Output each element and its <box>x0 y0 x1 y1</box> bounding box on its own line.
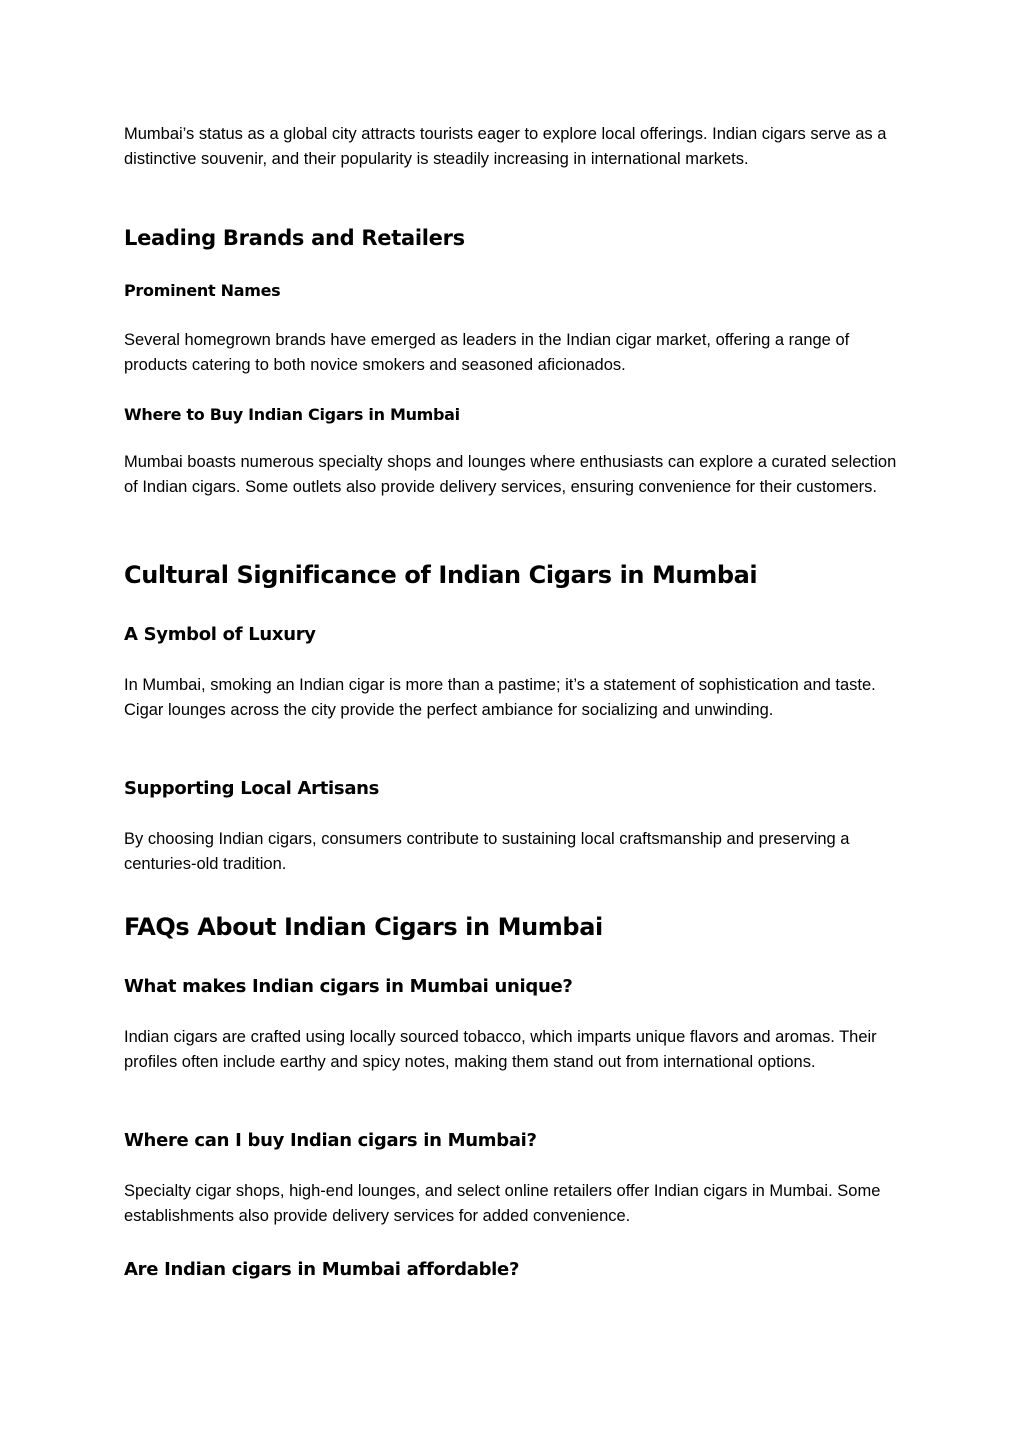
supporting-artisans-paragraph: By choosing Indian cigars, consumers contribute to sustaining local craftsmanship and preserving a centuries-old tradition. <box>124 830 850 873</box>
faq-question-affordable: Are Indian cigars in Mumbai affordable? <box>124 1259 520 1280</box>
faq-answer-unique: Indian cigars are crafted using locally sourced tobacco, which imparts unique flavors and aromas. Their profiles often include earthy and spicy notes, making them stand out from international options. <box>124 1028 877 1071</box>
intro-paragraph: Mumbai’s status as a global city attracts tourists eager to explore local offerings. Indian cigars serve as a distinctive souvenir, and their popularity is steadily increasing in international markets. <box>124 125 887 168</box>
faq-answer-where-buy: Specialty cigar shops, high-end lounges, and select online retailers offer Indian cigars in Mumbai. Some establishments also provide delivery services for added convenience. <box>124 1182 881 1225</box>
subheading-symbol-of-luxury: A Symbol of Luxury <box>124 624 316 645</box>
faq-question-where-buy: Where can I buy Indian cigars in Mumbai? <box>124 1130 537 1151</box>
faq-question-unique: What makes Indian cigars in Mumbai unique? <box>124 976 573 997</box>
subheading-where-to-buy: Where to Buy Indian Cigars in Mumbai <box>124 405 460 424</box>
subheading-supporting-artisans: Supporting Local Artisans <box>124 778 380 799</box>
section-heading-cultural-significance: Cultural Significance of Indian Cigars in Mumbai <box>124 561 758 589</box>
prominent-names-paragraph: Several homegrown brands have emerged as leaders in the Indian cigar market, offering a range of products catering to both novice smokers and seasoned aficionados. <box>124 331 850 374</box>
subheading-prominent-names: Prominent Names <box>124 281 281 300</box>
section-heading-leading-brands: Leading Brands and Retailers <box>124 226 465 250</box>
where-to-buy-paragraph: Mumbai boasts numerous specialty shops and lounges where enthusiasts can explore a curated selection of Indian cigars. Some outlets also provide delivery services, ensuring convenience for their customers. <box>124 453 897 496</box>
symbol-of-luxury-paragraph: In Mumbai, smoking an Indian cigar is more than a pastime; it’s a statement of sophistication and taste. Cigar lounges across the city provide the perfect ambiance for socializing and unwinding. <box>124 676 876 719</box>
section-heading-faqs: FAQs About Indian Cigars in Mumbai <box>124 913 603 941</box>
